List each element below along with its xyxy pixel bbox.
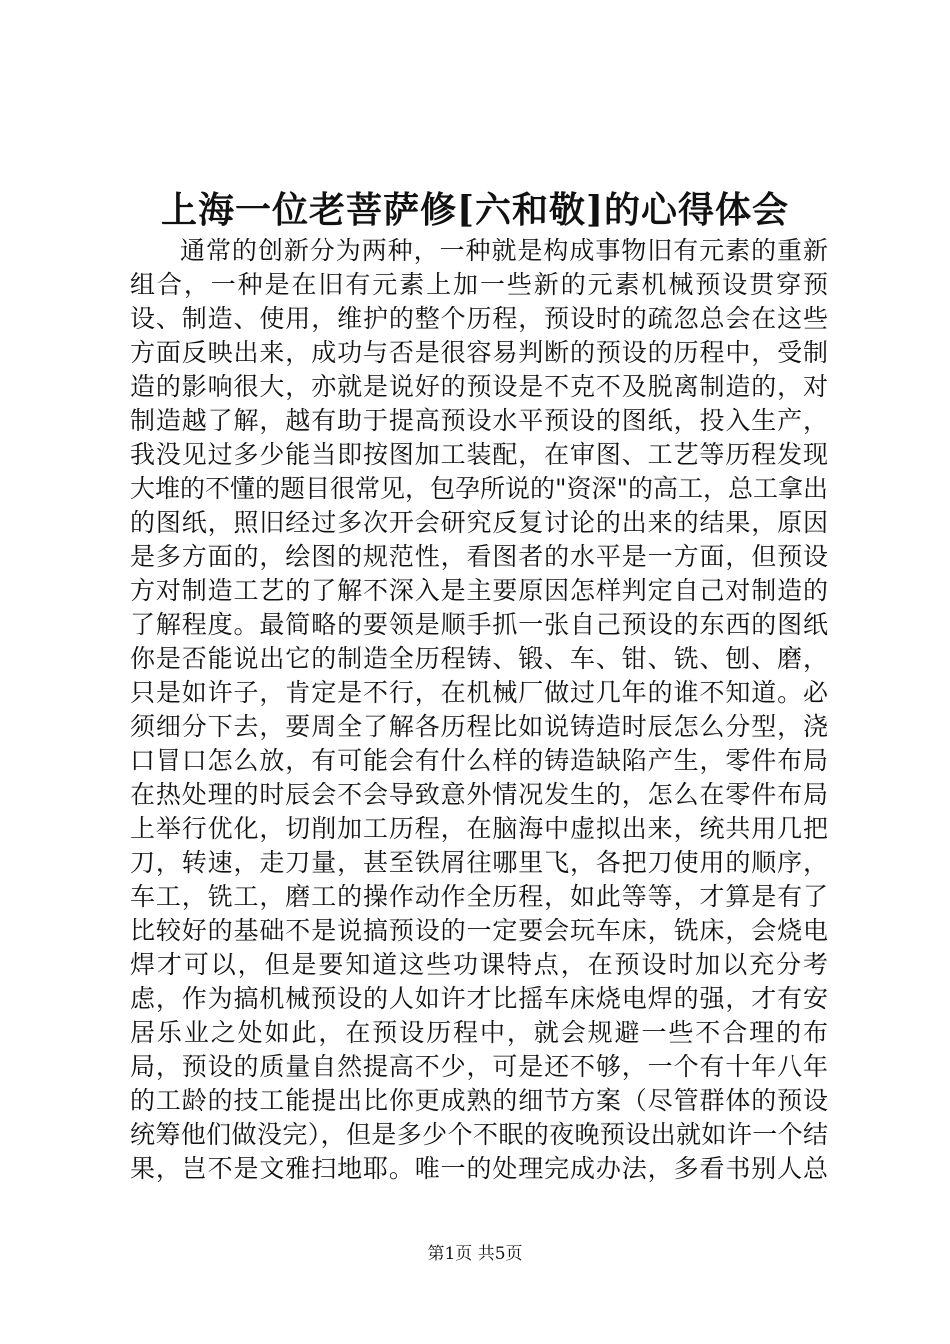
page-footer: 第1页 共5页 [427, 1244, 523, 1264]
document-title: 上海一位老菩萨修[六和敬]的心得体会 [160, 189, 790, 231]
body-paragraph: 通常的创新分为两种，一种就是构成事物旧有元素的重新组合，一种是在旧有元素上加一些新的元素机械预设贯穿预设、制造、使用，维护的整个历程，预设时的疏忽总会在这些方面反映出来，成功与否是很容易判断的预设的历程中，受制造的影响很大，亦就是说好的预设是不克不及脱离制造的，对制造越了解，越有助于提高预设水平预设的图纸，投入生产，我没见过多少能当即按图加工装配，在审图、工艺等历程发现大堆的不懂的题目很常见，包孕所说的"资深"的高工，总工拿出的图纸，照旧经过多次开会研究反复讨论的出来的结果，原因是多方面的，绘图的规范性，看图者的水平是一方面，但预设方对制造工艺的了解不深入是主要原因怎样判定自己对制造的了解程度。最简略的要领是顺手抓一张自己预设的东西的图纸你是否能说出它的制造全历程铸、锻、车、钳、铣、刨、磨，只是如许子，肯定是不行，在机械厂做过几年的谁不知道。必须细分下去，要周全了解各历程比如说铸造时辰怎么分型，浇口冒口怎么放，有可能会有什么样的铸造缺陷产生，零件布局在热处理的时辰会不会导致意外情况发生的，怎么在零件布局上举行优化，切削加工历程，在脑海中虚拟出来，统共用几把刀，转速，走刀量，甚至铁屑往哪里飞，各把刀使用的顺序，车工，铣工，磨工的操作动作全历程，如此等等，才算是有了比较好的基础不是说搞预设的一定要会玩车床，铣床，会烧电焊才可以，但是要知道这些功课特点，在预设时加以充分考虑，作为搞机械预设的人如许才比摇车床烧电焊的强，才有安居乐业之处如此，在预设历程中，就会规避一些不合理的布局，预设的质量自然提高不少，可是还不够，一个有十年八年的工龄的技工能提出比你更成熟的细节方案（尽管群体的预设统筹他们做没完），但是多少个不眠的夜晚预设出就如许一个结果，岂不是文雅扫地耶。唯一的处理完成办法，多看书别人总 [130, 236, 828, 1183]
